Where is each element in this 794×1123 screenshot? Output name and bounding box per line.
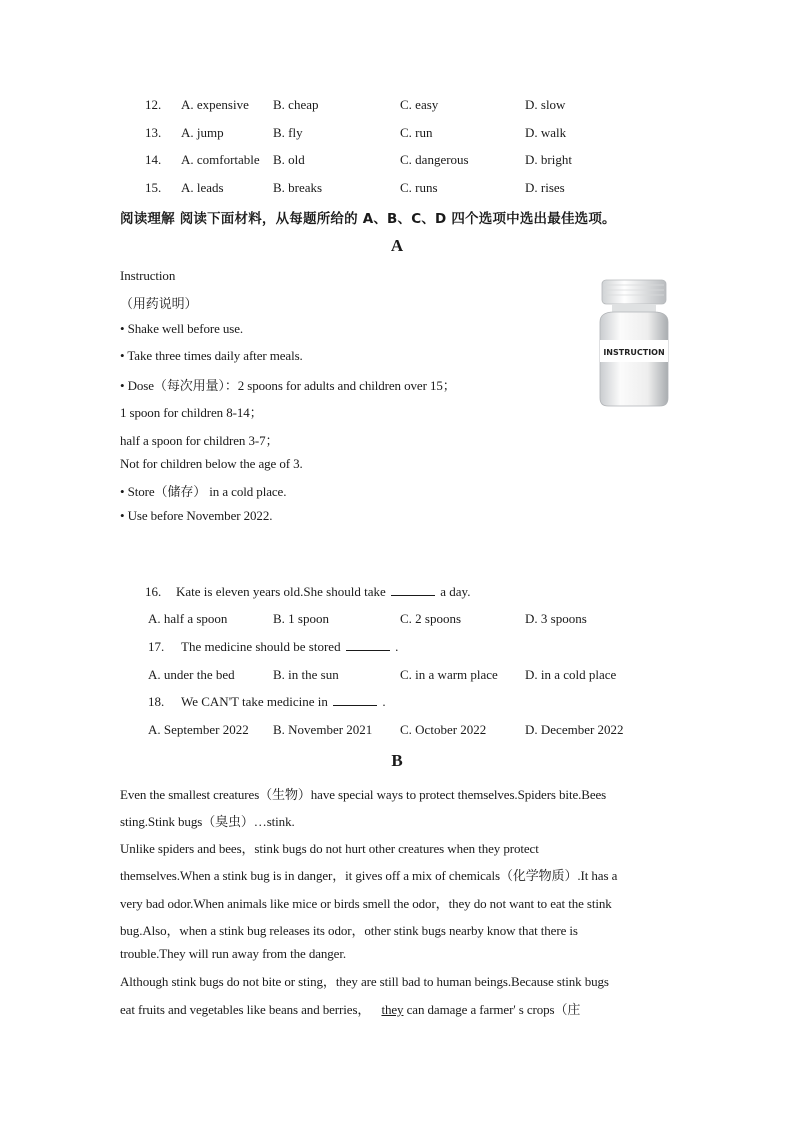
- option-c: C. runs: [400, 180, 438, 195]
- option-c: C. 2 spoons: [400, 611, 462, 626]
- option-b: B. cheap: [273, 97, 319, 112]
- option-d: D. bright: [525, 152, 572, 167]
- option-b: B. breaks: [273, 180, 323, 195]
- option-b: B. fly: [273, 125, 303, 140]
- instruction-line: half a spoon for children 3-7；: [120, 433, 279, 448]
- option-d: D. 3 spoons: [525, 611, 587, 626]
- passage-line: sting.Stink bugs（臭虫）…stink.: [120, 814, 295, 829]
- question-number: 12.: [145, 97, 162, 112]
- option-b: B. in the sun: [273, 667, 339, 682]
- question-text: The medicine should be stored: [181, 639, 341, 654]
- question-number: 17.: [148, 639, 165, 654]
- option-a: A. expensive: [181, 97, 249, 112]
- question-number: 14.: [145, 152, 162, 167]
- reading-heading: 阅读理解 阅读下面材料，从每题所给的 A、B、C、D 四个选项中选出最佳选项。: [120, 211, 616, 227]
- passage-line: [120, 999, 580, 1018]
- instruction-line: • Shake well before use.: [120, 321, 244, 336]
- option-c: C. easy: [400, 97, 439, 112]
- option-d: D. in a cold place: [525, 667, 617, 682]
- option-b: B. November 2021: [273, 722, 373, 737]
- option-c: C. in a warm place: [400, 667, 498, 682]
- question-number: 15.: [145, 180, 162, 195]
- question-number: 16.: [145, 584, 162, 599]
- medicine-bottle-image: [592, 276, 676, 410]
- instruction-line: （用药说明）: [120, 296, 198, 311]
- section-b-label: B: [391, 751, 403, 770]
- answer-blank: [391, 585, 435, 596]
- instruction-line: Instruction: [120, 268, 176, 283]
- option-a: A. half a spoon: [148, 611, 228, 626]
- instruction-line: 1 spoon for children 8-14；: [120, 405, 263, 420]
- question-text: Kate is eleven years old.She should take: [176, 584, 386, 599]
- passage-line: trouble.They will run away from the danger.: [120, 946, 347, 961]
- question-text-end: a day.: [440, 584, 471, 599]
- instruction-line: Not for children below the age of 3.: [120, 456, 303, 471]
- option-d: D. rises: [525, 180, 565, 195]
- question-text: We CAN'T take medicine in: [181, 694, 328, 709]
- passage-line: bug.Also，when a stink bug releases its odor，other stink bugs nearby know that there is: [120, 923, 578, 938]
- passage-text: can damage a farmer' s crops（庄: [406, 1002, 581, 1017]
- option-a: A. comfortable: [181, 152, 260, 167]
- answer-blank: [333, 695, 377, 706]
- question-text-end: .: [395, 639, 399, 654]
- option-d: D. walk: [525, 125, 567, 140]
- option-a: A. leads: [181, 180, 224, 195]
- instruction-line: • Use before November 2022.: [120, 508, 273, 523]
- option-b: B. 1 spoon: [273, 611, 329, 626]
- answer-blank: [346, 640, 390, 651]
- question-number: 18.: [148, 694, 165, 709]
- option-b: B. old: [273, 152, 305, 167]
- option-a: A. September 2022: [148, 722, 249, 737]
- bottle-label: INSTRUCTION: [603, 348, 665, 357]
- option-d: D. December 2022: [525, 722, 624, 737]
- option-c: C. October 2022: [400, 722, 487, 737]
- passage-line: very bad odor.When animals like mice or birds smell the odor，they do not want to eat the stink: [120, 896, 612, 911]
- option-c: C. dangerous: [400, 152, 469, 167]
- passage-text: eat fruits and vegetables like beans and berries，: [120, 1002, 371, 1017]
- option-d: D. slow: [525, 97, 566, 112]
- instruction-line: • Take three times daily after meals.: [120, 348, 303, 363]
- option-a: A. jump: [181, 125, 224, 140]
- passage-line: Unlike spiders and bees，stink bugs do not hurt other creatures when they protect: [120, 841, 539, 856]
- passage-line: themselves.When a stink bug is in danger，it gives off a mix of chemicals（化学物质）.It has a: [120, 868, 618, 883]
- section-a-label: A: [390, 236, 404, 255]
- question-number: 13.: [145, 125, 162, 140]
- option-c: C. run: [400, 125, 433, 140]
- passage-line: Even the smallest creatures（生物）have special ways to protect themselves.Spiders bite.Bees: [120, 787, 607, 802]
- instruction-line: • Store（储存） in a cold place.: [120, 484, 287, 499]
- instruction-line: • Dose（每次用量）：2 spoons for adults and children over 15；: [120, 378, 456, 393]
- question-text-end: .: [382, 694, 386, 709]
- underlined-word: they: [381, 1002, 404, 1017]
- passage-line: Although stink bugs do not bite or sting，they are still bad to human beings.Because stink bugs: [120, 974, 609, 989]
- option-a: A. under the bed: [148, 667, 235, 682]
